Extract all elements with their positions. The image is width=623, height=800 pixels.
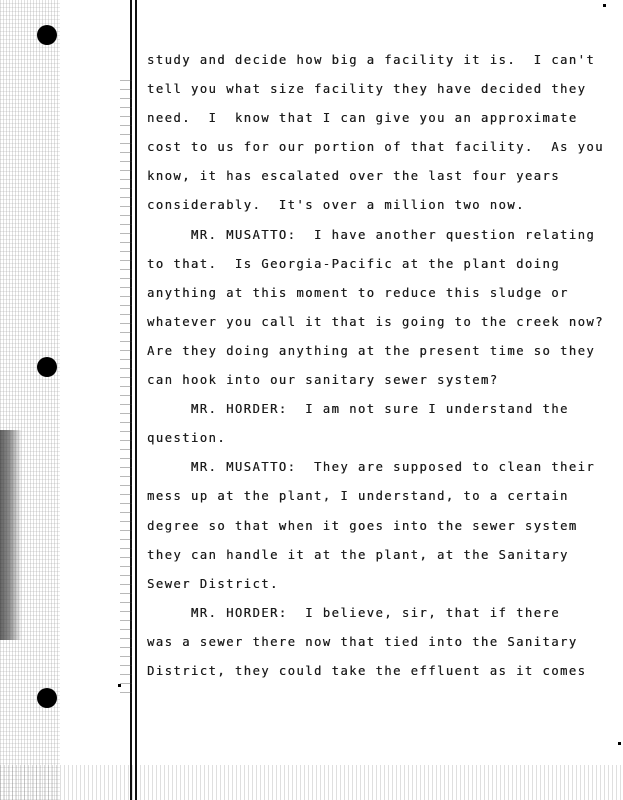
transcript-line: degree so that when it goes into the sewer system (147, 518, 578, 533)
transcript-line: need. I know that I can give you an approximate (147, 111, 578, 126)
transcript-line: whatever you call it that is going to the creek now? (147, 314, 604, 329)
transcript-line: tell you what size facility they have decided they (147, 82, 587, 97)
margin-speck (603, 4, 606, 7)
margin-speck (618, 742, 621, 745)
margin-speck (118, 684, 121, 687)
margin-ticks (120, 80, 132, 700)
transcript-text (147, 46, 607, 686)
transcript-line: District, they could take the effluent as it comes (147, 663, 587, 678)
transcript-line: MR. MUSATTO: I have another question relating (147, 227, 596, 242)
transcript-line: considerably. It's over a million two now. (147, 198, 525, 213)
bottom-edge-scan-noise (0, 765, 623, 800)
transcript-line: study and decide how big a facility it is. I can't (147, 53, 596, 67)
transcript-line: they can handle it at the plant, at the Sanitary (147, 547, 569, 562)
binder-hole-middle (37, 357, 57, 377)
transcript-line: was a sewer there now that tied into the Sanitary (147, 634, 578, 649)
transcript-line: MR. HORDER: I am not sure I understand the (147, 402, 569, 417)
margin-rule-right (135, 0, 137, 800)
transcript-line: know, it has escalated over the last four years (147, 169, 561, 184)
transcript-line: anything at this moment to reduce this sludge or (147, 285, 569, 300)
left-edge-scan-noise (0, 0, 60, 800)
transcript-line: Are they doing anything at the present time so they (147, 343, 596, 358)
transcript-line: MR. HORDER: I believe, sir, that if there (147, 605, 561, 620)
transcript-line: can hook into our sanitary sewer system? (147, 373, 499, 388)
transcript-line: question. (147, 431, 227, 446)
transcript-line: to that. Is Georgia-Pacific at the plant doing (147, 256, 561, 271)
binder-hole-bottom (37, 688, 57, 708)
transcript-line: Sewer District. (147, 576, 279, 591)
transcript-line: cost to us for our portion of that facility. As you (147, 140, 604, 155)
binder-hole-top (37, 25, 57, 45)
transcript-line: MR. MUSATTO: They are supposed to clean their (147, 460, 596, 475)
left-edge-shadow (0, 430, 22, 640)
transcript-line: mess up at the plant, I understand, to a certain (147, 489, 569, 504)
